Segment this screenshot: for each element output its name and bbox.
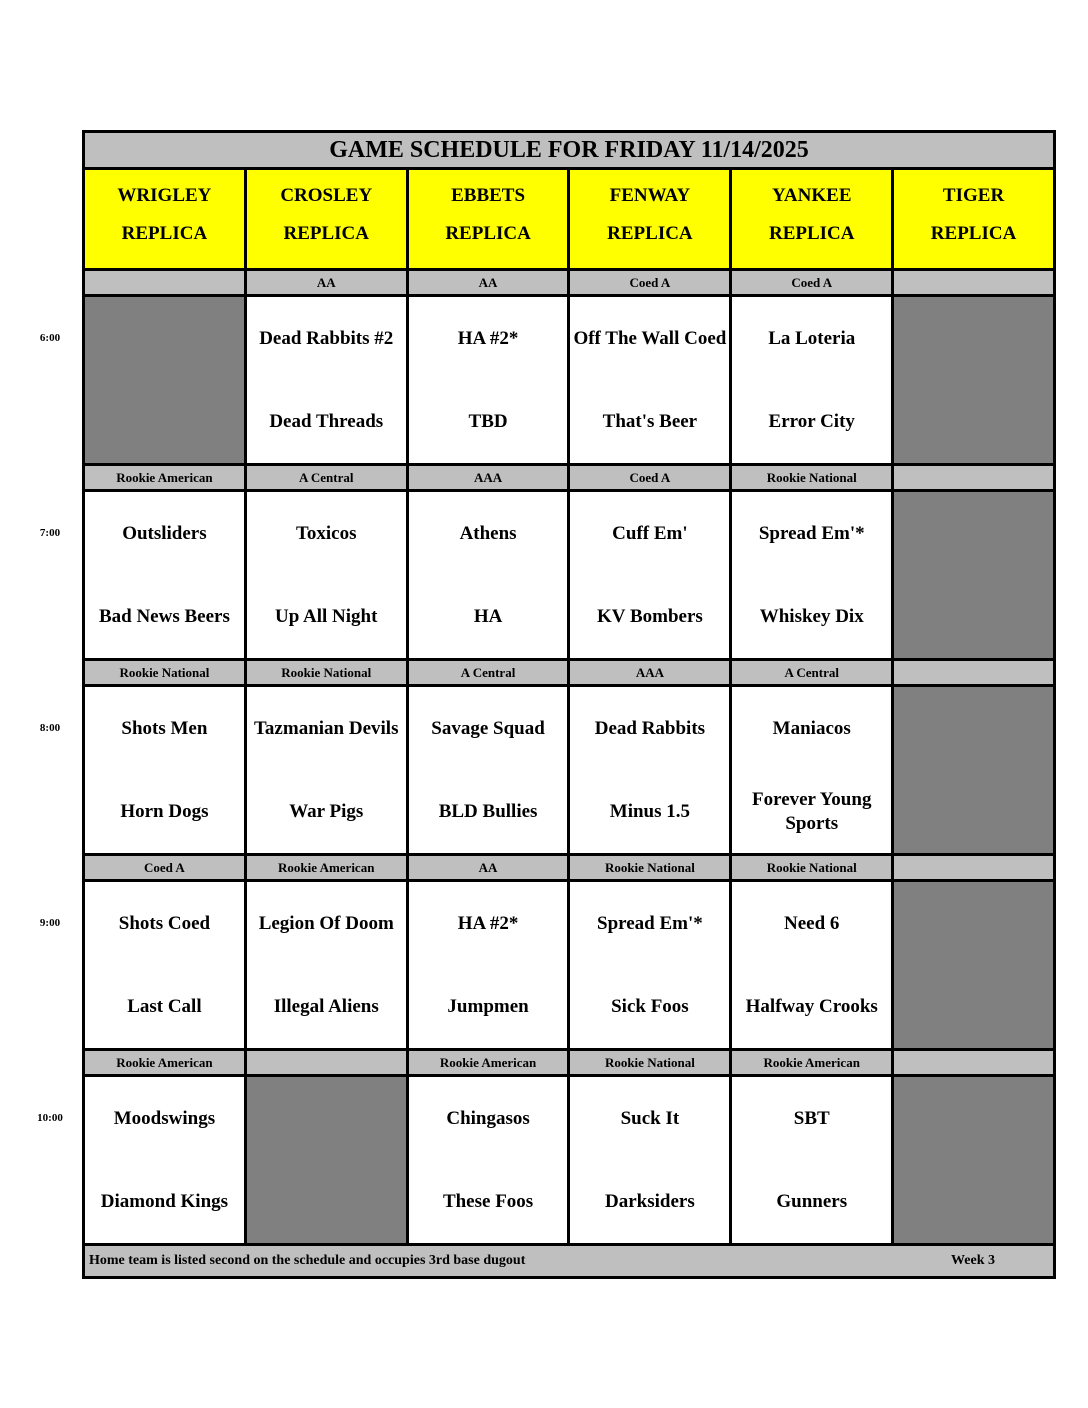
game-row [85, 492, 1053, 661]
venue-subtitle: REPLICA [768, 223, 855, 244]
game-cell [85, 687, 247, 853]
home-team: Whiskey Dix [759, 605, 864, 627]
game-cell [409, 492, 571, 658]
away-team: La Loteria [768, 327, 856, 349]
game-cell [570, 882, 732, 1048]
empty-field-cell [894, 882, 1053, 1048]
home-team: Forever Young Sports [752, 788, 872, 834]
home-team: Horn Dogs [120, 800, 209, 822]
away-team: Off The Wall Coed [573, 327, 727, 349]
division-label: Rookie American [732, 1051, 894, 1074]
division-label: Rookie American [409, 1051, 571, 1074]
division-label [894, 1051, 1053, 1074]
game-row [85, 297, 1053, 466]
division-label [247, 1051, 409, 1074]
home-team: Illegal Aliens [273, 995, 379, 1017]
game-cell [732, 882, 894, 1048]
venue-name: TIGER [942, 185, 1005, 206]
game-cell [570, 687, 732, 853]
away-team: Athens [459, 522, 517, 544]
home-team: Sick Foos [611, 995, 689, 1017]
away-team: Need 6 [784, 912, 840, 934]
game-cell [732, 297, 894, 463]
division-row [85, 466, 1053, 492]
division-label: AA [409, 271, 571, 294]
game-cell [570, 1077, 732, 1243]
away-team: Toxicos [295, 522, 357, 544]
week-label: Week 3 [951, 1253, 995, 1268]
empty-field-cell [894, 687, 1053, 853]
division-label: A Central [732, 661, 894, 684]
division-label: Rookie American [85, 1051, 247, 1074]
away-team: HA #2* [457, 327, 519, 349]
empty-field-cell [894, 492, 1053, 658]
away-team: SBT [793, 1107, 830, 1129]
venue-header [894, 170, 1053, 268]
home-team: Last Call [127, 995, 202, 1017]
venue-header-row [85, 170, 1053, 271]
division-label: AAA [570, 661, 732, 684]
division-row [85, 661, 1053, 687]
division-label: Rookie National [570, 1051, 732, 1074]
game-row [85, 1077, 1053, 1246]
time-label: 10:00 [37, 1112, 63, 1124]
home-team: War Pigs [289, 800, 364, 822]
home-team: BLD Bullies [438, 800, 538, 822]
home-team: These Foos [442, 1190, 534, 1212]
division-label: AA [247, 271, 409, 294]
game-cell [409, 1077, 571, 1243]
game-cell [85, 1077, 247, 1243]
game-cell [247, 882, 409, 1048]
empty-field-cell [894, 1077, 1053, 1243]
venue-header [85, 170, 247, 268]
footer-note: Home team is listed second on the schedule and occupies 3rd base dugout [89, 1253, 526, 1268]
away-team: Shots Men [121, 717, 208, 739]
division-label: Rookie National [732, 856, 894, 879]
home-team: Bad News Beers [98, 605, 230, 627]
home-team: Error City [768, 410, 855, 432]
game-cell [409, 297, 571, 463]
home-team: HA [473, 605, 503, 627]
away-team: Cuff Em' [612, 522, 688, 544]
away-team: Maniacos [772, 717, 851, 739]
away-team: Dead Rabbits #2 [259, 327, 394, 349]
away-team: Spread Em'* [758, 522, 865, 544]
home-team: Diamond Kings [100, 1190, 229, 1212]
venue-name: WRIGLEY [117, 185, 212, 206]
division-label [894, 856, 1053, 879]
venue-name: EBBETS [451, 185, 526, 206]
game-cell [247, 297, 409, 463]
home-team: Jumpmen [447, 995, 529, 1017]
game-cell [732, 492, 894, 658]
away-team: Suck It [620, 1107, 680, 1129]
home-team: TBD [468, 410, 508, 432]
division-row [85, 271, 1053, 297]
empty-field-cell [894, 297, 1053, 463]
division-label: AAA [409, 466, 571, 489]
game-row [85, 687, 1053, 856]
game-cell [247, 687, 409, 853]
away-team: Legion Of Doom [258, 912, 394, 934]
schedule-sheet [82, 130, 1056, 1279]
empty-field-cell [247, 1077, 409, 1243]
venue-header [247, 170, 409, 268]
home-team: Darksiders [605, 1190, 695, 1212]
division-label [894, 271, 1053, 294]
division-label: Coed A [85, 856, 247, 879]
venue-header [409, 170, 571, 268]
schedule-footer [85, 1246, 1053, 1276]
home-team: Minus 1.5 [609, 800, 691, 822]
division-label: A Central [409, 661, 571, 684]
away-team: Chingasos [446, 1107, 530, 1129]
division-label [85, 271, 247, 294]
division-label: AA [409, 856, 571, 879]
away-team: Savage Squad [431, 717, 545, 739]
division-label: Rookie National [570, 856, 732, 879]
game-cell [570, 492, 732, 658]
away-team: Shots Coed [118, 912, 211, 934]
division-label [894, 661, 1053, 684]
home-team: Dead Threads [269, 410, 384, 432]
division-label: Rookie National [85, 661, 247, 684]
game-cell [732, 687, 894, 853]
division-label: Rookie American [247, 856, 409, 879]
away-team: Moodswings [113, 1107, 216, 1129]
game-cell [85, 882, 247, 1048]
home-team: Gunners [776, 1190, 848, 1212]
home-team: Halfway Crooks [745, 995, 878, 1017]
venue-name: CROSLEY [280, 185, 373, 206]
game-cell [85, 492, 247, 658]
game-cell [409, 882, 571, 1048]
home-team: Up All Night [275, 605, 378, 627]
division-label: Rookie National [732, 466, 894, 489]
time-label: 9:00 [39, 917, 61, 929]
venue-name: FENWAY [609, 185, 691, 206]
game-cell [570, 297, 732, 463]
division-label: A Central [247, 466, 409, 489]
venue-subtitle: REPLICA [445, 223, 531, 244]
away-team: HA #2* [457, 912, 519, 934]
empty-field-cell [85, 297, 247, 463]
venue-subtitle: REPLICA [930, 223, 1017, 244]
home-team: That's Beer [602, 410, 698, 432]
venue-header [570, 170, 732, 268]
division-row [85, 1051, 1053, 1077]
venue-header [732, 170, 894, 268]
away-team: Spread Em'* [597, 912, 703, 934]
game-cell [732, 1077, 894, 1243]
division-label: Rookie American [85, 466, 247, 489]
schedule-title: GAME SCHEDULE FOR FRIDAY 11/14/2025 [85, 133, 1053, 170]
venue-name: YANKEE [771, 185, 852, 206]
division-label [894, 466, 1053, 489]
time-label: 6:00 [39, 332, 61, 344]
venue-subtitle: REPLICA [121, 223, 208, 244]
game-row [85, 882, 1053, 1051]
division-label: Rookie National [247, 661, 409, 684]
away-team: Tazmanian Devils [254, 717, 399, 739]
time-slots [85, 271, 1053, 1246]
division-label: Coed A [732, 271, 894, 294]
division-row [85, 856, 1053, 882]
venue-subtitle: REPLICA [283, 223, 369, 244]
venue-subtitle: REPLICA [607, 223, 693, 244]
home-team: KV Bombers [597, 605, 703, 627]
game-cell [409, 687, 571, 853]
game-cell [247, 492, 409, 658]
time-label: 8:00 [39, 722, 61, 734]
division-label: Coed A [570, 466, 732, 489]
away-team: Dead Rabbits [594, 717, 706, 739]
division-label: Coed A [570, 271, 732, 294]
time-label: 7:00 [39, 527, 61, 539]
away-team: Outsliders [122, 522, 207, 544]
